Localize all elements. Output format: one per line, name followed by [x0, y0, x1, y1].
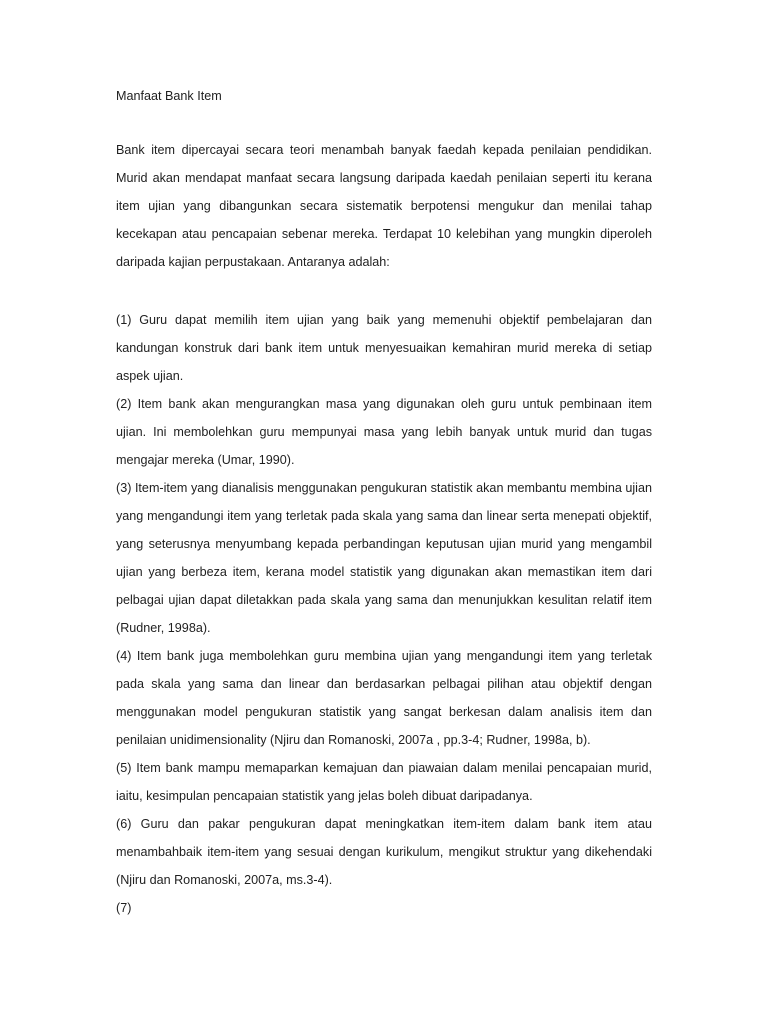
benefit-point-7: (7) [116, 901, 132, 915]
benefit-point-2: (2) Item bank akan mengurangkan masa yang digunakan oleh guru untuk pembinaan item ujian. Ini membolehkan guru mempunyai masa yang lebih banyak untuk murid dan tugas mengajar mereka (Umar, 1990). [116, 397, 652, 467]
document-title: Manfaat Bank Item [116, 89, 222, 103]
benefit-point-3: (3) Item-item yang dianalisis menggunakan pengukuran statistik akan membantu membina ujian yang mengandungi item yang terletak pada skala yang sama dan linear serta menepati objektif, yang seterusnya menyumbang kepada perbandingan keputusan ujian murid yang mengambil ujian yang berbeza item, kerana model statistik yang digunakan akan memastikan item dari pelbagai ujian dapat diletakkan pada skala yang sama dan menunjukkan kesulitan relatif item (Rudner, 1998a). [116, 481, 652, 635]
benefits-list [116, 306, 652, 922]
benefit-point-5: (5) Item bank mampu memaparkan kemajuan dan piawaian dalam menilai pencapaian murid, iaitu, kesimpulan pencapaian statistik yang jelas boleh dibuat daripadanya. [116, 761, 652, 803]
benefit-point-1: (1) Guru dapat memilih item ujian yang baik yang memenuhi objektif pembelajaran dan kandungan konstruk dari bank item untuk menyesuaikan kemahiran murid mereka di setiap aspek ujian. [116, 313, 652, 383]
benefit-point-6: (6) Guru dan pakar pengukuran dapat meningkatkan item-item dalam bank item atau menambahbaik item-item yang sesuai dengan kurikulum, mengikut struktur yang dikehendaki (Njiru dan Romanoski, 2007a, ms.3-4). [116, 817, 652, 887]
intro-paragraph: Bank item dipercayai secara teori menambah banyak faedah kepada penilaian pendidikan. Murid akan mendapat manfaat secara langsung daripada kaedah penilaian seperti itu kerana item ujian yang dibangunkan secara sistematik berpotensi mengukur dan menilai tahap kecekapan atau pencapaian sebenar mereka. Terdapat 10 kelebihan yang mungkin diperoleh daripada kajian perpustakaan. Antaranya adalah: [116, 143, 652, 269]
benefit-point-4: (4) Item bank juga membolehkan guru membina ujian yang mengandungi item yang terletak pada skala yang sama dan linear dan berdasarkan pelbagai pilihan atau objektif dengan menggunakan model pengukuran statistik yang sangat berkesan dalam analisis item dan penilaian unidimensionality (Njiru dan Romanoski, 2007a , pp.3-4; Rudner, 1998a, b). [116, 649, 652, 747]
